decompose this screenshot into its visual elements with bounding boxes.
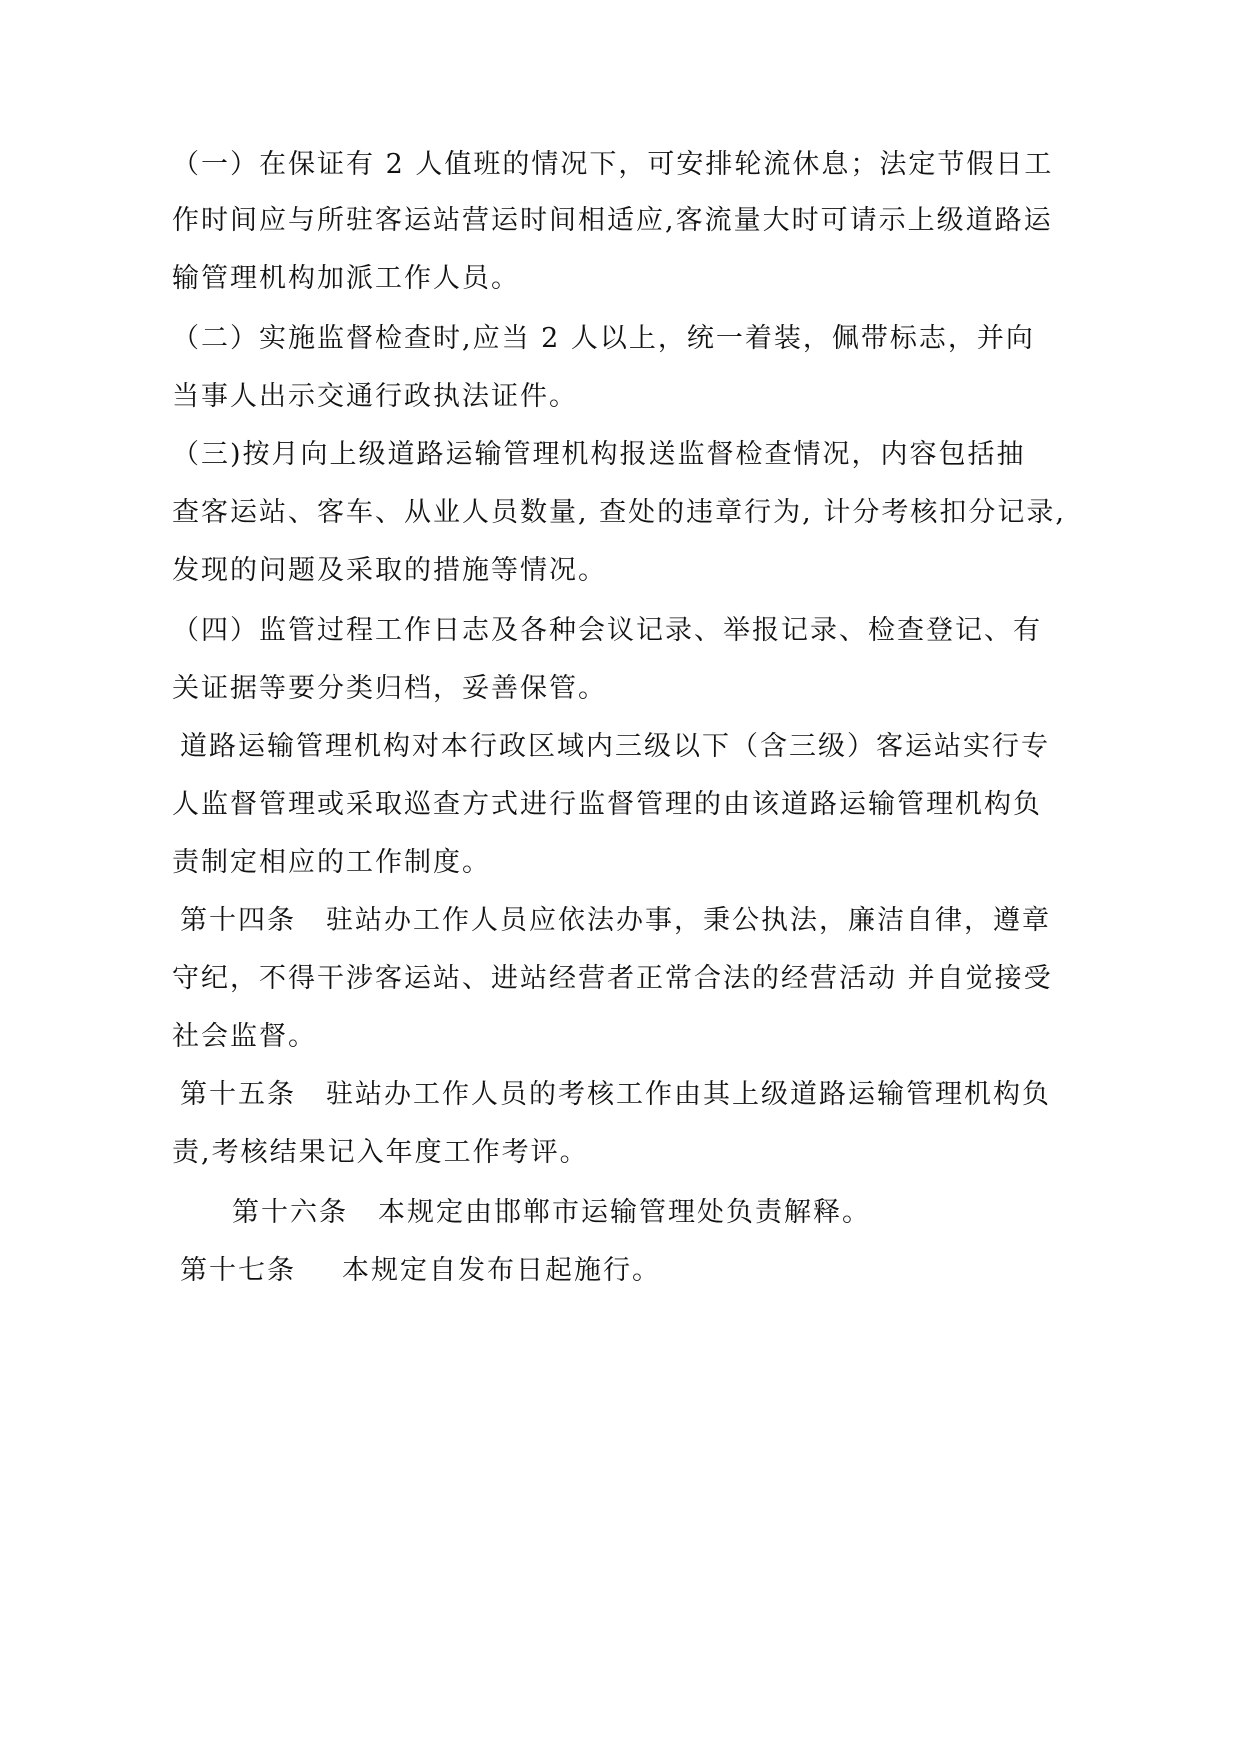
article-14-line-1 bbox=[180, 904, 1051, 938]
article-14-line-3: 社会监督。 bbox=[172, 1021, 317, 1052]
article-16-line bbox=[232, 1196, 871, 1230]
article-15-line-1 bbox=[180, 1078, 1051, 1112]
paragraph-5-line-3: 责制定相应的工作制度。 bbox=[172, 847, 491, 878]
article-14-text: 驻站办工作人员应依法办事，秉公执法，廉洁自律，遵章 bbox=[326, 905, 1051, 936]
paragraph-2-line-2: 当事人出示交通行政执法证件。 bbox=[172, 381, 578, 412]
article-15-heading: 第十五条 bbox=[180, 1079, 296, 1110]
article-16-text: 本规定由邯郸市运输管理处负责解释。 bbox=[378, 1197, 871, 1228]
paragraph-5-line-2: 人监督管理或采取巡查方式进行监督管理的由该道路运输管理机构负 bbox=[172, 789, 1042, 820]
paragraph-3-line-2: 查客运站、客车、从业人员数量, 查处的违章行为, 计分考核扣分记录, bbox=[172, 497, 1066, 528]
paragraph-4-line-1: （四）监管过程工作日志及各种会议记录、举报记录、检查登记、有 bbox=[172, 615, 1042, 646]
article-15-line-2: 责,考核结果记入年度工作考评。 bbox=[172, 1137, 589, 1168]
article-16-heading: 第十六条 bbox=[232, 1197, 348, 1228]
article-17-line bbox=[180, 1254, 661, 1288]
paragraph-3-line-3: 发现的问题及采取的措施等情况。 bbox=[172, 555, 607, 586]
paragraph-5-line-1: 道路运输管理机构对本行政区域内三级以下（含三级）客运站实行专 bbox=[180, 731, 1050, 762]
paragraph-1-line-3: 输管理机构加派工作人员。 bbox=[172, 263, 520, 294]
paragraph-1-line-1: （一）在保证有 2 人值班的情况下，可安排轮流休息；法定节假日工 bbox=[172, 149, 1054, 180]
article-14-heading: 第十四条 bbox=[180, 905, 296, 936]
paragraph-1-line-2: 作时间应与所驻客运站营运时间相适应,客流量大时可请示上级道路运 bbox=[172, 205, 1053, 236]
article-17-heading: 第十七条 bbox=[180, 1255, 296, 1286]
paragraph-4-line-2: 关证据等要分类归档，妥善保管。 bbox=[172, 673, 607, 704]
article-15-text: 驻站办工作人员的考核工作由其上级道路运输管理机构负 bbox=[326, 1079, 1051, 1110]
article-17-text: 本规定自发布日起施行。 bbox=[342, 1255, 661, 1286]
paragraph-3-line-1: （三)按月向上级道路运输管理机构报送监督检查情况，内容包括抽 bbox=[172, 439, 1026, 470]
article-14-line-2: 守纪，不得干涉客运站、进站经营者正常合法的经营活动 并自觉接受 bbox=[172, 963, 1053, 994]
paragraph-2-line-1: （二）实施监督检查时,应当 2 人以上，统一着装，佩带标志，并向 bbox=[172, 323, 1035, 354]
